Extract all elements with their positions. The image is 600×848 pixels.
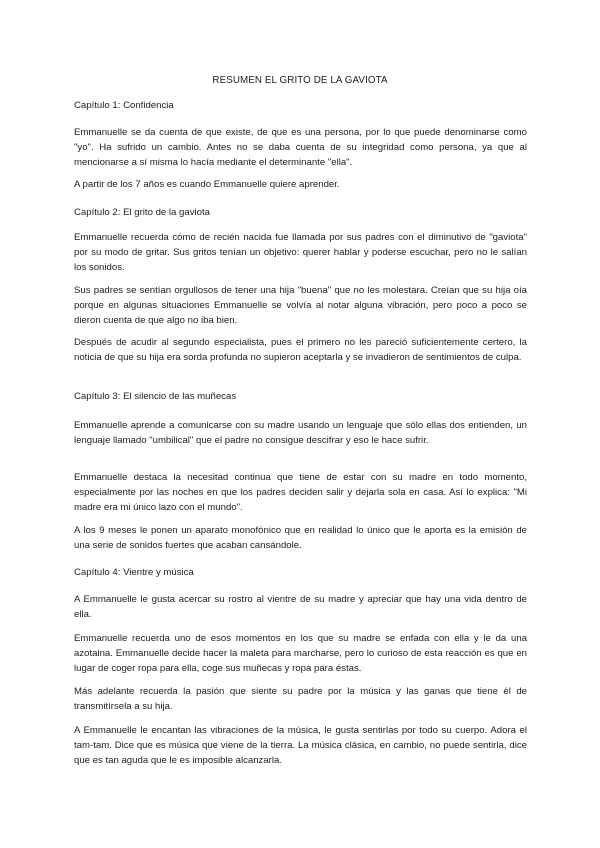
paragraph: Emmanuelle aprende a comunicarse con su madre usando un lenguaje que sólo ellas dos entienden, un lenguaje llamado "umbilical" que el padre no consigue descifrar y eso le hace sufrir.	[74, 420, 527, 447]
paragraph: Emmanuelle recuerda cómo de recién nacida fue llamada por sus padres con el diminutivo de "gaviota" por su modo de gritar. Sus gritos tenían un objetivo: querer hablar y poderse escuchar, pero no le salían los sonidos.	[74, 232, 527, 274]
chapter-3-heading: Capítulo 3: El silencio de las muñecas	[74, 391, 237, 402]
paragraph: Más adelante recuerda la pasión que siente su padre por la música y las ganas que tiene él de transmitírsela a su hija.	[74, 686, 527, 713]
paragraph: Emmanuelle destaca la necesitad continua que tiene de estar con su madre en todo momento, especialmente por las noches en que los padres deciden salir y dejarla sola en casa. Así lo explica: "Mi madre era mi único lazo con el mundo".	[74, 472, 527, 514]
chapter-4-heading: Capítulo 4: Vientre y música	[74, 567, 194, 578]
paragraph: A los 9 meses le ponen un aparato monofónico que en realidad lo único que le aporta es la emisión de una serie de sonidos fuertes que acaban cansándole.	[74, 525, 527, 552]
paragraph: Emmanuelle recuerda uno de esos momentos en los que su madre se enfada con ella y le da una azotaina. Emmanuelle decide hacer la maleta para marcharse, pero lo curioso de esta reacción es que en lugar de coger ropa para ella, coge sus muñecas y ropa para éstas.	[74, 633, 527, 675]
paragraph: A Emmanuelle le gusta acercar su rostro al vientre de su madre y apreciar que hay una vida dentro de ella.	[74, 594, 527, 621]
chapter-2-heading: Capítulo 2: El grito de la gaviota	[74, 207, 210, 218]
paragraph: A partir de los 7 años es cuando Emmanuelle quiere aprender.	[74, 179, 340, 190]
paragraph: Sus padres se sentían orgullosos de tener una hija "buena" que no les molestara. Creían que su hija oía porque en algunas situaciones Emmanuelle se volvía al notar alguna vibración, pero poco a poco se dieron cuenta de que algo no iba bien.	[74, 285, 527, 327]
paragraph: Después de acudir al segundo especialista, pues el primero no les pareció suficientemente certero, la noticia de que su hija era sorda profunda no supieron aceptarla y se invadieron de sentimientos de culpa.	[74, 337, 527, 364]
document-title: RESUMEN EL GRITO DE LA GAVIOTA	[212, 75, 388, 86]
paragraph: A Emmanuelle le encantan las vibraciones de la música, le gusta sentirlas por todo su cuerpo. Adora el tam-tam. Dice que es música que viene de la tierra. La música clásica, en cambio, no puede sentirla, dice que es tan aguda que le es imposible alcanzarla.	[74, 725, 527, 767]
chapter-1-heading: Capítulo 1: Confidencia	[74, 100, 174, 111]
paragraph: Emmanuelle se da cuenta de que existe, de que es una persona, por lo que puede denominarse como "yo". Ha sufrido un cambio. Antes no se daba cuenta de su integridad como persona, ya que al mencionarse a sí misma lo hacía mediante el determinante "ella".	[74, 127, 527, 169]
